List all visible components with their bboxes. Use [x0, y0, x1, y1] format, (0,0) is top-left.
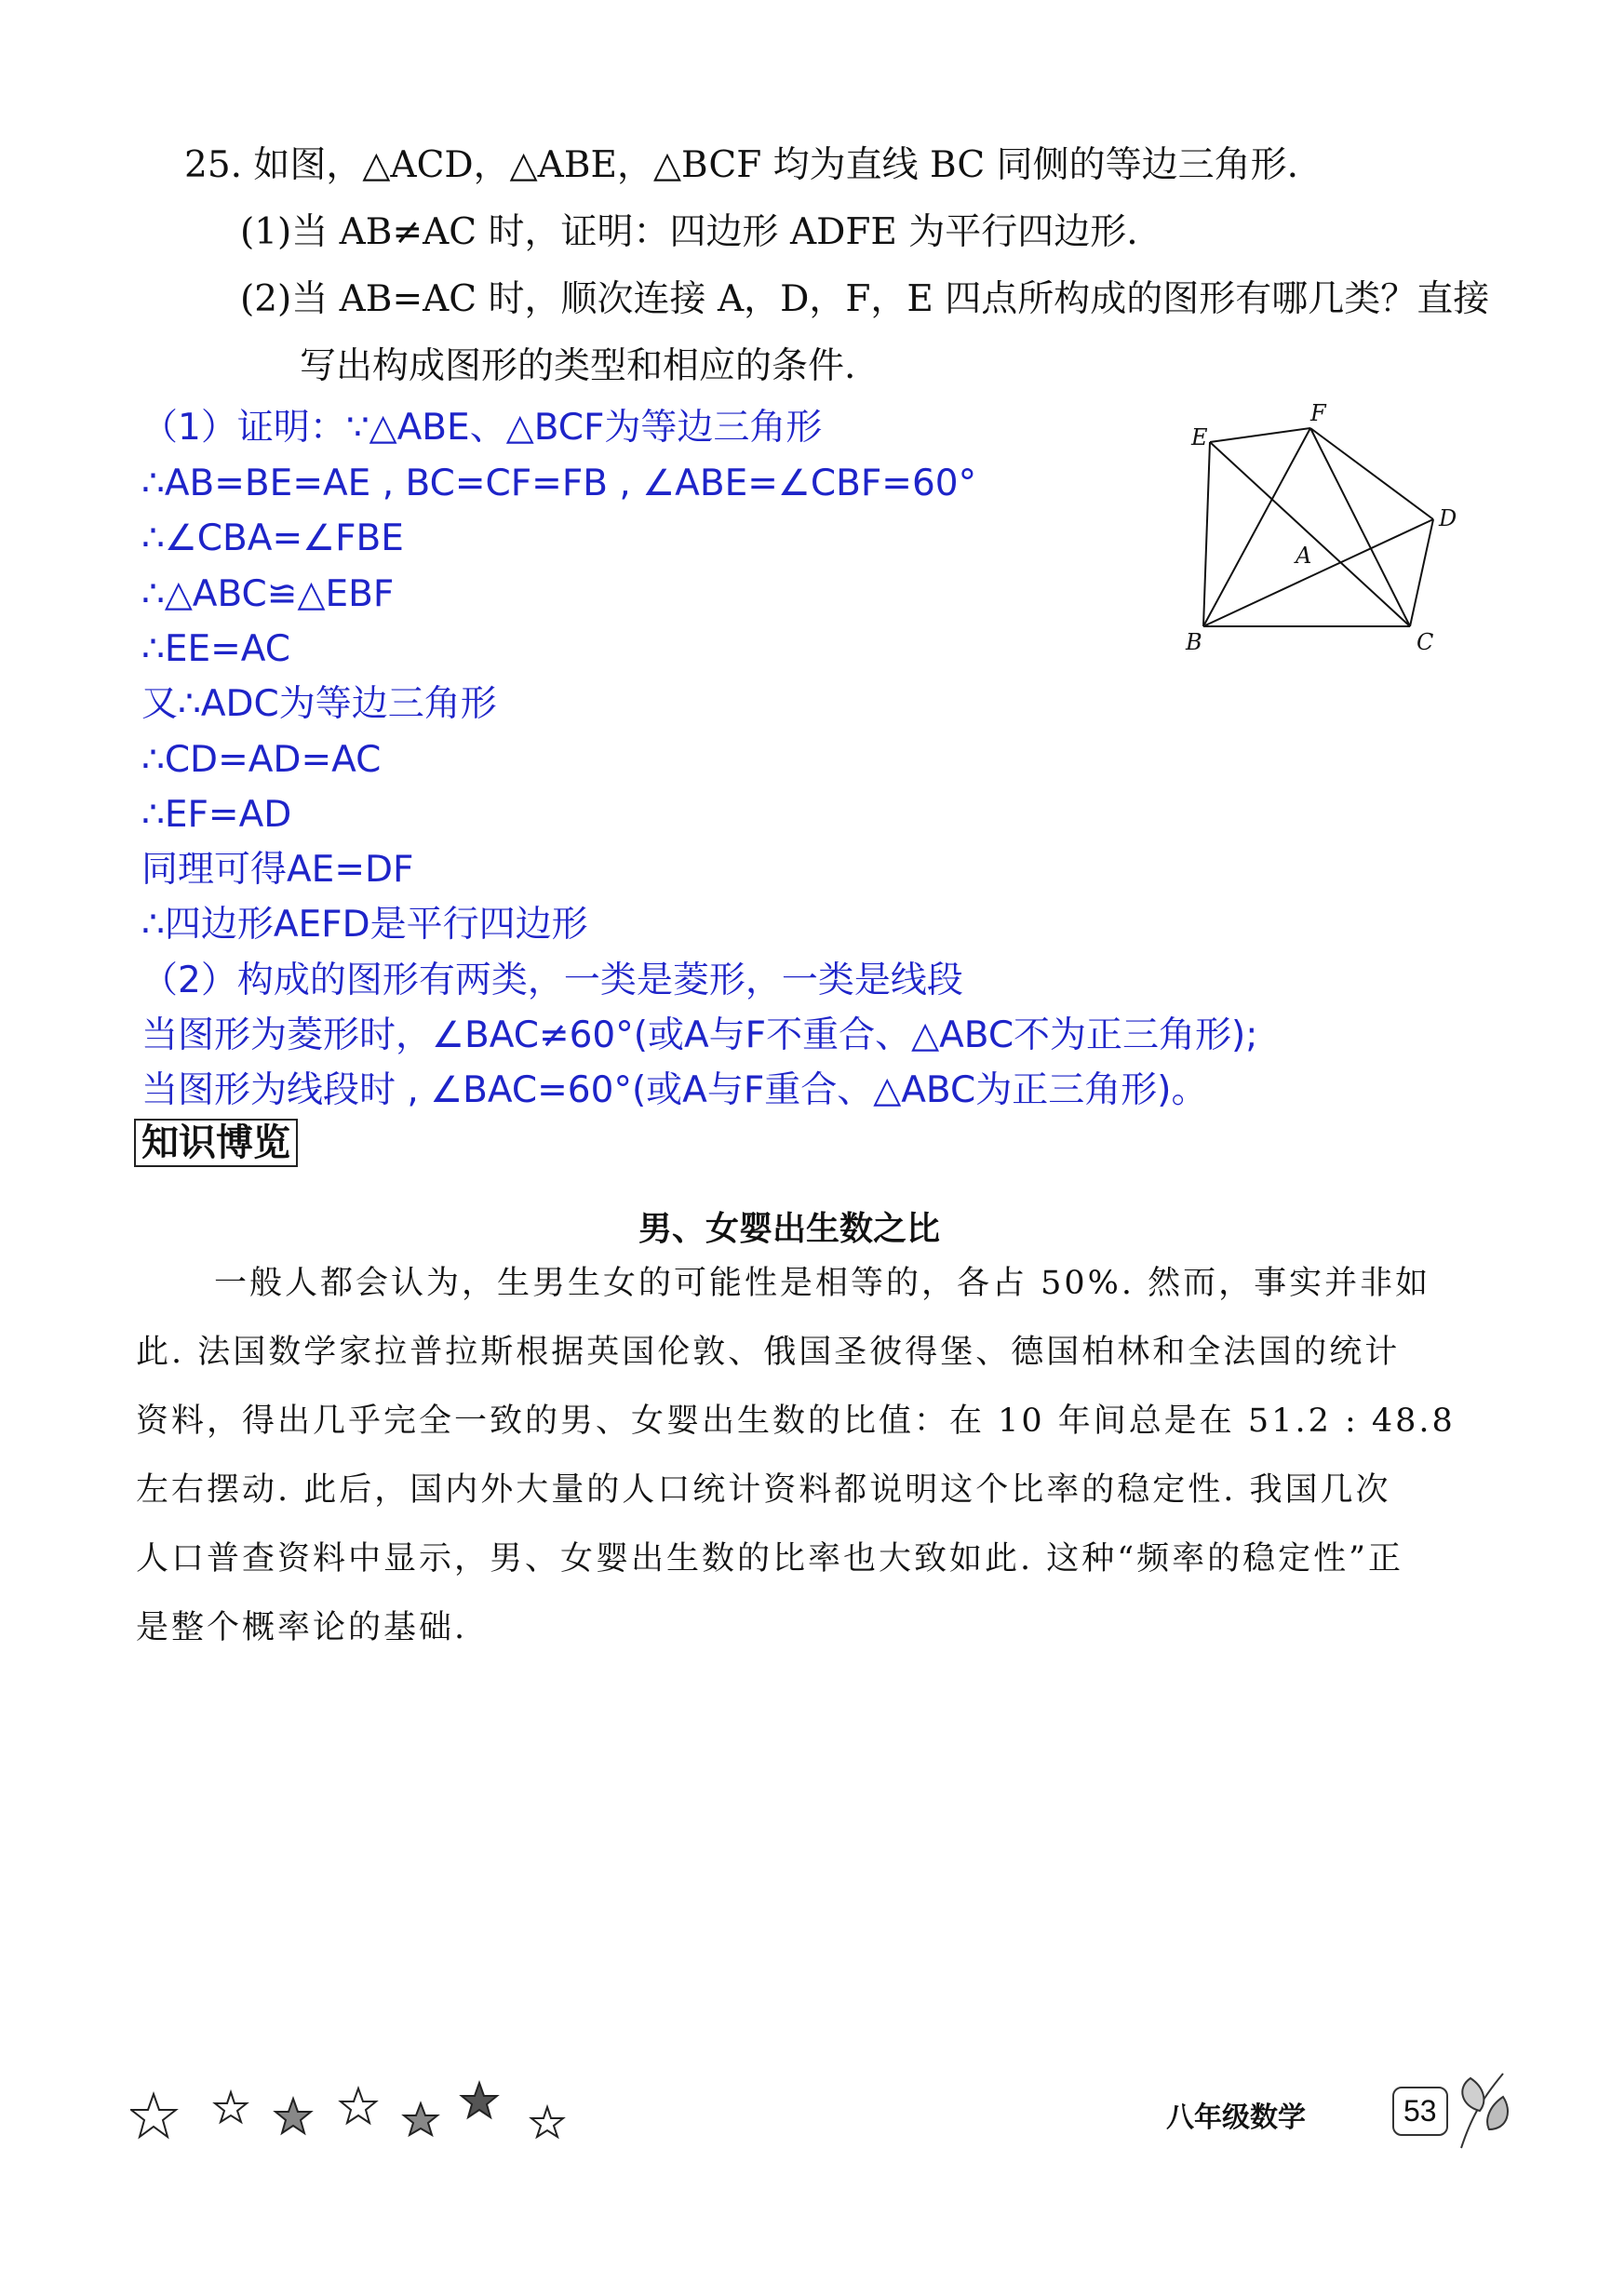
article-line: 是整个概率论的基础.: [136, 1609, 468, 1646]
answer-line: 同理可得AE=DF: [141, 849, 414, 891]
answer-line: ∴EF=AD: [141, 794, 292, 836]
label-D: D: [1439, 505, 1457, 531]
answer-line: ∴CD=AD=AC: [141, 739, 382, 781]
page-number: 53: [1392, 2087, 1448, 2136]
star-icon: [131, 2094, 176, 2137]
geometry-figure: [1173, 400, 1508, 661]
answer-line: ∴EE=AC: [141, 628, 290, 670]
question-stem: 25. 如图，△ACD，△ABE，△BCF 均为直线 BC 同侧的等边三角形.: [184, 144, 1299, 186]
article-line: 人口普查资料中显示，男、女婴出生数的比率也大致如此. 这种“频率的稳定性”正: [136, 1540, 1404, 1578]
answer-line: 当图形为线段时 , ∠BAC=60°(或A与F重合、△ABC为正三角形)。: [141, 1069, 1208, 1111]
star-icon: [531, 2107, 563, 2137]
label-F: F: [1310, 400, 1326, 426]
segment-EB: [1203, 442, 1210, 626]
answer-line: ∴四边形AEFD是平行四边形: [141, 904, 588, 946]
star-icon: [341, 2088, 376, 2123]
footer-grade: 八年级数学: [1166, 2101, 1306, 2134]
label-E: E: [1191, 424, 1208, 450]
star-icon: [215, 2092, 247, 2122]
article-line: 一般人都会认为，生男生女的可能性是相等的，各占 50%. 然而，事实并非如: [214, 1265, 1431, 1302]
article-line: 左右摆动. 此后，国内外大量的人口统计资料都说明这个比率的稳定性. 我国几次: [136, 1471, 1391, 1509]
star-icon: [462, 2083, 497, 2117]
answer-line: （1）证明：∵△ABE、△BCF为等边三角形: [141, 407, 823, 449]
article-title: 男、女婴出生数之比: [638, 1210, 941, 1248]
answer-line: （2）构成的图形有两类，一类是菱形，一类是线段: [141, 960, 963, 1001]
question-part2-line1: (2)当 AB=AC 时，顺次连接 A，D，F，E 四点所构成的图形有哪几类？直接: [240, 278, 1490, 320]
segment-BD: [1203, 519, 1433, 626]
answer-line: ∴∠CBA=∠FBE: [141, 517, 404, 559]
article-line: 此. 法国数学家拉普拉斯根据英国伦敦、俄国圣彼得堡、德国柏林和全法国的统计: [136, 1334, 1401, 1371]
leaf-icon: [1452, 2064, 1517, 2157]
section-box-title: 知识博览: [134, 1119, 298, 1167]
label-A: A: [1296, 543, 1312, 569]
segment-EF: [1210, 428, 1310, 442]
segment-FC: [1310, 428, 1410, 626]
answer-line: 又∴ADC为等边三角形: [141, 683, 497, 725]
segment-FD: [1310, 428, 1433, 519]
segment-CD: [1410, 519, 1433, 626]
label-B: B: [1186, 629, 1202, 655]
answer-line: 当图形为菱形时，∠BAC≠60°(或A与F不重合、△ABC不为正三角形);: [141, 1014, 1258, 1056]
label-C: C: [1417, 629, 1434, 655]
segment-EC: [1210, 442, 1410, 626]
answer-line: ∴AB=BE=AE , BC=CF=FB , ∠ABE=∠CBF=60°: [141, 463, 977, 504]
question-part1: (1)当 AB≠AC 时，证明：四边形 ADFE 为平行四边形.: [240, 211, 1138, 253]
question-part2-line2: 写出构成图形的类型和相应的条件.: [300, 345, 856, 387]
segment-BF: [1203, 428, 1310, 626]
answer-line: ∴△ABC≌△EBF: [141, 573, 395, 615]
star-icon: [404, 2103, 437, 2135]
article-line: 资料，得出几乎完全一致的男、女婴出生数的比值：在 10 年间总是在 51.2 : 48.8: [136, 1403, 1456, 1440]
footer-stars: [130, 2075, 596, 2159]
star-icon: [275, 2099, 311, 2133]
